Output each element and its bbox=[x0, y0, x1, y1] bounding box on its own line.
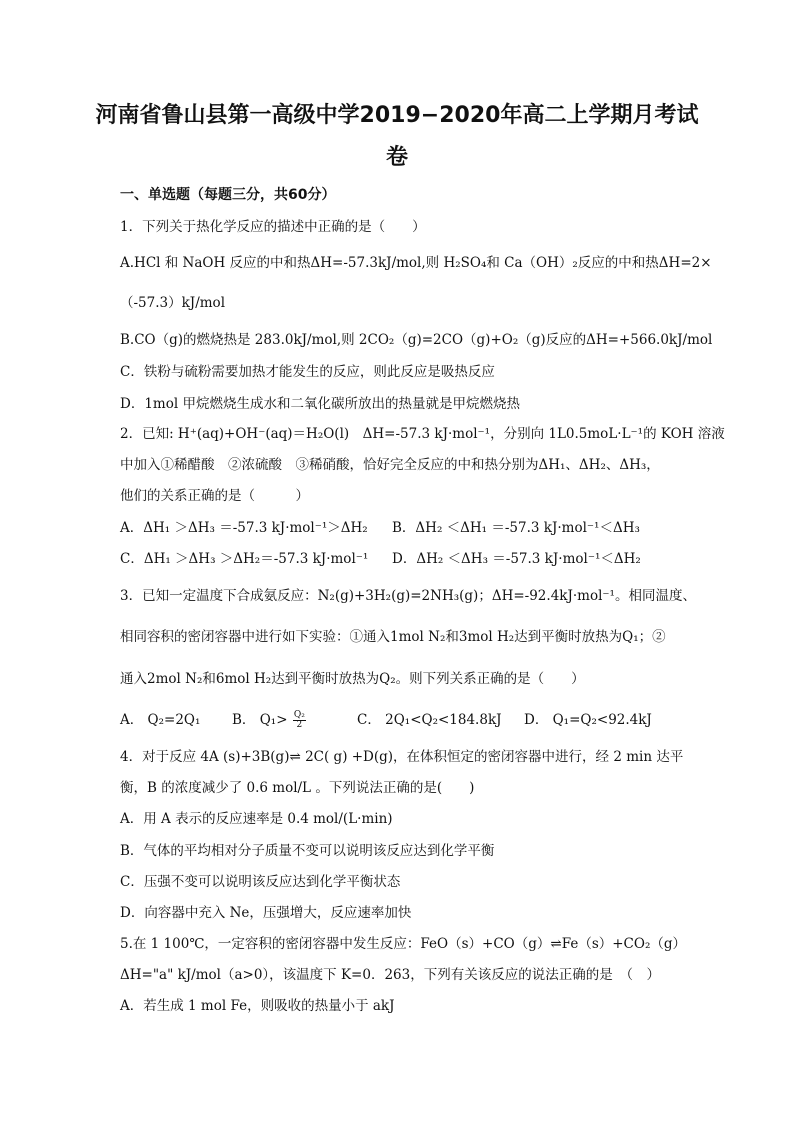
q3-option-c: C． 2Q₁<Q₂<184.8kJ bbox=[357, 712, 502, 728]
q3-option-b bbox=[232, 711, 306, 730]
q3-option-b-denominator: 2 bbox=[296, 720, 303, 730]
document-title-line-2: 卷 bbox=[385, 145, 408, 170]
q3-option-a: A． Q₂=2Q₁ bbox=[120, 712, 201, 728]
q4-option-a: A．用 A 表示的反应速率是 0.4 mol/(L·min) bbox=[120, 811, 393, 827]
q1-option-d: D．1mol 甲烷燃烧生成水和二氧化碳所放出的热量就是甲烷燃烧热 bbox=[120, 396, 520, 412]
q3-option-d: D． Q₁=Q₂<92.4kJ bbox=[524, 712, 652, 728]
q3-option-b-fraction bbox=[293, 711, 306, 730]
q5-option-a: A．若生成 1 mol Fe，则吸收的热量小于 akJ bbox=[120, 998, 395, 1014]
section-heading: 一、单选题（每题三分，共60分） bbox=[120, 187, 336, 203]
q1-stem: 1．下列关于热化学反应的描述中正确的是（ ） bbox=[120, 219, 426, 235]
q1-option-c: C．铁粉与硫粉需要加热才能发生的反应，则此反应是吸热反应 bbox=[120, 364, 495, 380]
q4-stem-line-2: 衡，B 的浓度减少了 0.6 mol/L 。下列说法正确的是( ) bbox=[120, 780, 475, 796]
q3-stem-line-1: 3．已知一定温度下合成氨反应：N₂(g)+3H₂(g)=2NH₃(g)；ΔH=-92.4kJ·mol⁻¹。相同温度、 bbox=[120, 588, 696, 604]
q4-option-b: B．气体的平均相对分子质量不变可以说明该反应达到化学平衡 bbox=[120, 843, 495, 859]
q2-stem-line-1: 2．已知: H⁺(aq)+OH⁻(aq)＝H₂O(l) ΔH=-57.3 kJ·mol⁻¹，分别向 1L0.5moL·L⁻¹的 KOH 溶液 bbox=[120, 426, 725, 442]
q5-stem-line-1: 5.在 1 100℃，一定容积的密闭容器中发生反应：FeO（s）+CO（g）⇌Fe（s）+CO₂（g） bbox=[120, 936, 687, 952]
q4-option-d: D．向容器中充入 Ne，压强增大，反应速率加快 bbox=[120, 905, 412, 921]
q2-option-b: B．ΔH₂ ＜ΔH₁ ＝-57.3 kJ·mol⁻¹＜ΔH₃ bbox=[392, 520, 640, 536]
q5-stem-line-2: ΔH="a" kJ/mol（a>0），该温度下 K=0．263，下列有关该反应的说法正确的是 （ ） bbox=[120, 967, 660, 983]
q1-option-a-line-1: A.HCl 和 NaOH 反应的中和热ΔH=-57.3kJ/mol,则 H₂SO₄和 Ca（OH）₂反应的中和热ΔH=2× bbox=[120, 255, 712, 271]
q2-stem-line-2: 中加入①稀醋酸 ②浓硫酸 ③稀硝酸，恰好完全反应的中和热分别为ΔH₁、ΔH₂、ΔH₃， bbox=[120, 457, 660, 473]
q4-stem-line-1: 4．对于反应 4A (s)+3B(g)⇌ 2C( g) +D(g)，在体积恒定的密闭容器中进行，经 2 min 达平 bbox=[120, 749, 684, 765]
q3-option-b-prefix: B． Q₁> bbox=[232, 712, 288, 728]
q2-option-a: A．ΔH₁ ＞ΔH₃ ＝-57.3 kJ·mol⁻¹＞ΔH₂ bbox=[120, 520, 368, 536]
q1-option-a-line-2: （-57.3）kJ/mol bbox=[120, 295, 226, 311]
document-title-line-1: 河南省鲁山县第一高级中学2019−2020年高二上学期月考试 bbox=[95, 103, 699, 128]
q4-option-c: C．压强不变可以说明该反应达到化学平衡状态 bbox=[120, 874, 401, 890]
q3-stem-line-3: 通入2mol N₂和6mol H₂达到平衡时放热为Q₂。则下列关系正确的是（ ） bbox=[120, 671, 585, 687]
q2-option-d: D．ΔH₂ ＜ΔH₃ ＝-57.3 kJ·mol⁻¹＜ΔH₂ bbox=[392, 551, 641, 567]
q2-option-c: C．ΔH₁ ＞ΔH₃ ＞ΔH₂＝-57.3 kJ·mol⁻¹ bbox=[120, 551, 369, 567]
q3-option-b-numerator: Q₂ bbox=[293, 710, 305, 720]
q1-option-b: B.CO（g)的燃烧热是 283.0kJ/mol,则 2CO₂（g)=2CO（g)+O₂（g)反应的ΔH=+566.0kJ/mol bbox=[120, 332, 713, 348]
q3-stem-line-2: 相同容积的密闭容器中进行如下实验：①通入1mol N₂和3mol H₂达到平衡时放热为Q₁；② bbox=[120, 629, 666, 645]
q2-stem-line-3: 他们的关系正确的是（ ） bbox=[120, 488, 309, 504]
